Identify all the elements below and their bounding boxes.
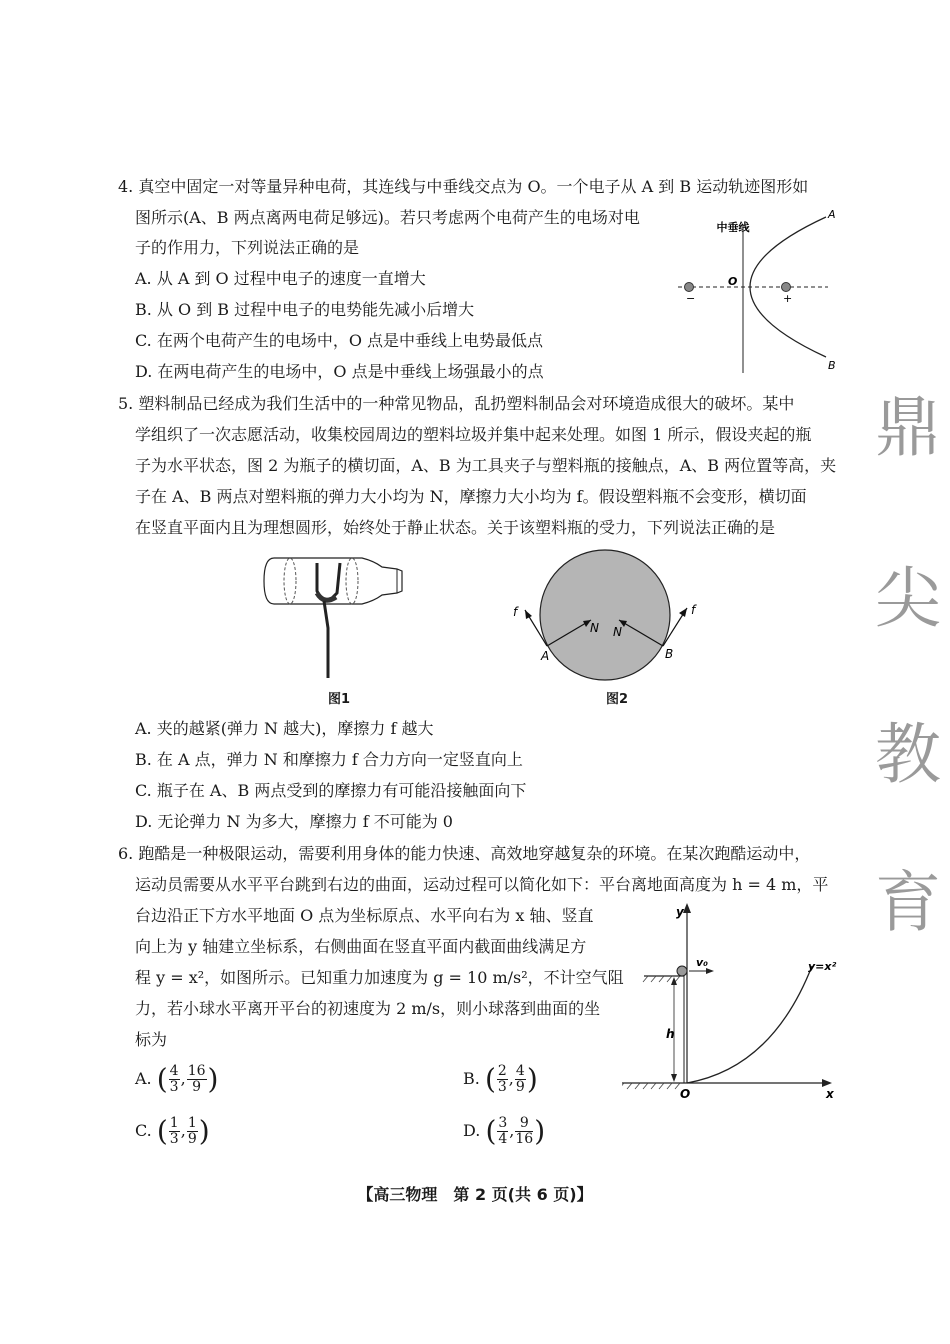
q6-option-b: B. ( $\frac{2}{3}$ , $\frac{4}{9}$ ) (463, 1062, 538, 1096)
q4-option-d: D. 在两电荷产生的电场中，O 点是中垂线上场强最小的点 (135, 362, 544, 381)
q4-option-c: C. 在两个电荷产生的电场中，O 点是中垂线上电势最低点 (135, 331, 544, 350)
q5-option-b: B. 在 A 点，弹力 N 和摩擦力 f 合力方向一定竖直向上 (135, 750, 523, 769)
q4-plus: + (783, 292, 793, 305)
q6-fig-curve: y=x² (808, 960, 837, 973)
q6-line-6: 力，若小球水平离开平台的初速度为 2 m/s，则小球落到曲面的坐 (135, 999, 601, 1018)
q5-option-a: A. 夹的越紧(弹力 N 越大)，摩擦力 f 越大 (135, 719, 434, 738)
page-footer: 【高三物理 第 2 页(共 6 页)】 (357, 1185, 593, 1204)
q6-line-5: 程 y = x²，如图所示。已知重力加速度为 g = 10 m/s²，不计空气阻 (135, 968, 624, 987)
q5-fig2-f-left: f (513, 605, 518, 619)
q4-option-b: B. 从 O 到 B 过程中电子的电势能先减小后增大 (135, 300, 475, 319)
q5-option-c: C. 瓶子在 A、B 两点受到的摩擦力有可能沿接触面向下 (135, 781, 527, 800)
q4-axis-label: 中垂线 (716, 221, 750, 234)
q5-line-1: 5. 塑料制品已经成为我们生活中的一种常见物品，乱扔塑料制品会对环境造成很大的破坏。某中 (118, 394, 795, 413)
q5-option-d: D. 无论弹力 N 为多大，摩擦力 f 不可能为 0 (135, 812, 453, 831)
q5-line-5: 在竖直平面内且为理想圆形，始终处于静止状态。关于该塑料瓶的受力，下列说法正确的是 (135, 518, 776, 537)
q5-figure-2-caption: 图2 (606, 692, 629, 707)
q5-fig2-b: B (665, 647, 674, 661)
q6-fig-y: y (676, 905, 684, 919)
q4-label-o: O (728, 275, 738, 288)
q5-figure-1-caption: 图1 (328, 692, 351, 707)
q5-line-4: 子在 A、B 两点对塑料瓶的弹力大小均为 N，摩擦力大小均为 f。假设塑料瓶不会变形，横切面 (135, 487, 807, 506)
q5-line-3: 子为水平状态，图 2 为瓶子的横切面，A、B 为工具夹子与塑料瓶的接触点，A、B 两位置等高，夹 (135, 456, 837, 475)
q5-fig2-f-right: f (691, 603, 696, 617)
watermark-char-2: 尖 (875, 560, 941, 637)
q4-minus: − (686, 292, 696, 305)
q4-label-b: B (828, 359, 836, 372)
q5-fig2-n-right: N (613, 625, 622, 639)
q5-line-2: 学组织了一次志愿活动，收集校园周边的塑料垃圾并集中起来处理。如图 1 所示，假设夹起的瓶 (135, 425, 812, 444)
q5-figure-2-cross-section (505, 548, 705, 688)
q4-label-a: A (828, 208, 836, 221)
q6-option-a: A. ( $\frac{4}{3}$ , $\frac{16}{9}$ ) (135, 1062, 219, 1096)
q5-figure-1-bottle (262, 553, 412, 683)
q5-fig2-a: A (541, 649, 550, 663)
q6-option-d: D. ( $\frac{3}{4}$ , $\frac{9}{16}$ ) (463, 1114, 546, 1148)
q6-fig-o: O (680, 1087, 691, 1101)
q4-line-3: 子的作用力，下列说法正确的是 (135, 238, 360, 257)
q6-line-2: 运动员需要从水平平台跳到右边的曲面，运动过程可以简化如下：平台离地面高度为 h = 4 m，平 (135, 875, 829, 894)
watermark-char-3: 教 (875, 716, 941, 793)
q6-fig-x: x (826, 1087, 834, 1101)
q6-fig-h: h (666, 1027, 675, 1041)
q6-figure (622, 898, 842, 1103)
q6-option-c: C. ( $\frac{1}{3}$ , $\frac{1}{9}$ ) (135, 1114, 210, 1148)
q4-figure (678, 205, 848, 375)
q4-line-1: 4. 真空中固定一对等量异种电荷，其连线与中垂线交点为 O。一个电子从 A 到 B 运动轨迹图形如 (118, 177, 809, 196)
q5-fig2-n-left: N (590, 621, 599, 635)
watermark-char-4: 育 (875, 864, 941, 941)
q4-option-a: A. 从 A 到 O 过程中电子的速度一直增大 (135, 269, 426, 288)
q6-line-7: 标为 (135, 1030, 168, 1049)
q6-line-4: 向上为 y 轴建立坐标系，右侧曲面在竖直平面内截面曲线满足方 (135, 937, 587, 956)
q4-line-2: 图所示(A、B 两点离两电荷足够远)。若只考虑两个电荷产生的电场对电 (135, 208, 640, 227)
q6-line-3: 台边沿正下方水平地面 O 点为坐标原点、水平向右为 x 轴、竖直 (135, 906, 594, 925)
watermark-char-1: 鼎 (875, 389, 941, 466)
q6-fig-v0: v₀ (696, 956, 708, 969)
q6-line-1: 6. 跑酷是一种极限运动，需要利用身体的能力快速、高效地穿越复杂的环境。在某次跑酷运动中， (118, 844, 811, 863)
